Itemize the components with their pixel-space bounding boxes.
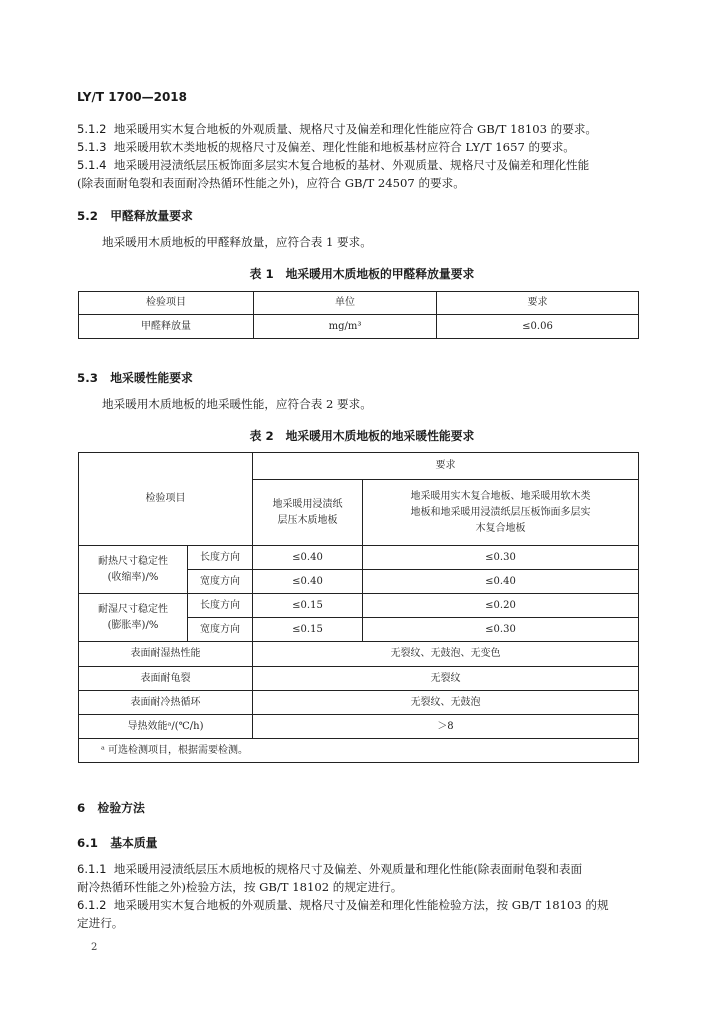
clause-5-1-3: 5.1.3 地采暖用软木类地板的规格尺寸及偏差、理化性能和地板基材应符合 LY/T 1657 的要求。 — [77, 140, 575, 154]
section-5-2-body: 地采暖用木质地板的甲醛释放量，应符合表 1 要求。 — [102, 235, 372, 249]
t2-header-item: 检验项目 — [79, 453, 253, 546]
table-1-caption: 表 1 地采暖用木质地板的甲醛释放量要求 — [249, 267, 475, 281]
t1-cell-req: ≤0.06 — [437, 315, 639, 339]
t2-humid-len-b: ≤0.20 — [363, 594, 639, 618]
t1-header-item: 检验项目 — [79, 292, 254, 315]
section-6-heading: 6 检验方法 — [77, 801, 145, 815]
t2-heat-wid-a: ≤0.40 — [253, 570, 363, 594]
table-2 — [78, 452, 639, 763]
clause-6-1-2: 6.1.2 地采暖用实木复合地板的外观质量、规格尺寸及偏差和理化性能检验方法，按 GB/T 18103 的规 — [77, 898, 609, 912]
t2-row-label: 表面耐湿热性能 — [79, 642, 253, 667]
clause-6-1-2-cont: 定进行。 — [77, 916, 124, 930]
t2-row-value: 无裂纹 — [253, 667, 639, 691]
t2-humid-wid: 宽度方向 — [188, 618, 253, 642]
t2-heat-wid: 宽度方向 — [188, 570, 253, 594]
t2-row-value: 无裂纹、无鼓泡、无变色 — [253, 642, 639, 667]
t2-row-label: 表面耐龟裂 — [79, 667, 253, 691]
t2-humid-wid-a: ≤0.15 — [253, 618, 363, 642]
t1-cell-item: 甲醛释放量 — [79, 315, 254, 339]
t2-humid-wid-b: ≤0.30 — [363, 618, 639, 642]
t2-row-label: 表面耐冷热循环 — [79, 691, 253, 715]
t2-row-value: 无裂纹、无鼓泡 — [253, 691, 639, 715]
table-2-caption: 表 2 地采暖用木质地板的地采暖性能要求 — [249, 429, 475, 443]
t1-cell-unit: mg/m³ — [254, 315, 437, 339]
t2-humid-label: 耐湿尺寸稳定性 (膨胀率)/% — [79, 594, 188, 642]
t2-header-col-b: 地采暖用实木复合地板、地采暖用软木类 地板和地采暖用浸渍纸层压板饰面多层实 木复合地板 — [363, 480, 639, 546]
section-5-3-heading: 5.3 地采暖性能要求 — [77, 371, 193, 385]
t2-humid-len-a: ≤0.15 — [253, 594, 363, 618]
t2-header-req: 要求 — [253, 453, 639, 480]
t2-heat-len-a: ≤0.40 — [253, 546, 363, 570]
section-5-2-heading: 5.2 甲醛释放量要求 — [77, 209, 193, 223]
section-5-3-body: 地采暖用木质地板的地采暖性能，应符合表 2 要求。 — [102, 397, 372, 411]
clause-6-1-1-cont: 耐冷热循环性能之外)检验方法，按 GB/T 18102 的规定进行。 — [77, 880, 403, 894]
clause-5-1-4: 5.1.4 地采暖用浸渍纸层压板饰面多层实木复合地板的基材、外观质量、规格尺寸及偏差和理化性能 — [77, 158, 590, 172]
page-number: 2 — [91, 942, 98, 953]
t2-heat-len: 长度方向 — [188, 546, 253, 570]
t2-footnote: ᵃ 可选检测项目，根据需要检测。 — [79, 739, 639, 763]
t1-header-unit: 单位 — [254, 292, 437, 315]
clause-6-1-1: 6.1.1 地采暖用浸渍纸层压木质地板的规格尺寸及偏差、外观质量和理化性能(除表面耐龟裂和表面 — [77, 862, 583, 876]
clause-5-1-2: 5.1.2 地采暖用实木复合地板的外观质量、规格尺寸及偏差和理化性能应符合 GB/T 18103 的要求。 — [77, 122, 598, 136]
t2-row-label: 导热效能ᵃ/(℃/h) — [79, 715, 253, 739]
t2-heat-label: 耐热尺寸稳定性 (收缩率)/% — [79, 546, 188, 594]
t2-row-value: ＞8 — [253, 715, 639, 739]
table-1 — [78, 291, 639, 339]
t2-humid-len: 长度方向 — [188, 594, 253, 618]
t2-header-col-a: 地采暖用浸渍纸 层压木质地板 — [253, 480, 363, 546]
clause-5-1-4-cont: (除表面耐龟裂和表面耐冷热循环性能之外)，应符合 GB/T 24507 的要求。 — [77, 176, 465, 190]
t2-heat-wid-b: ≤0.40 — [363, 570, 639, 594]
section-6-1-heading: 6.1 基本质量 — [77, 836, 158, 850]
t2-heat-len-b: ≤0.30 — [363, 546, 639, 570]
standard-code: LY/T 1700—2018 — [77, 90, 188, 104]
t1-header-req: 要求 — [437, 292, 639, 315]
